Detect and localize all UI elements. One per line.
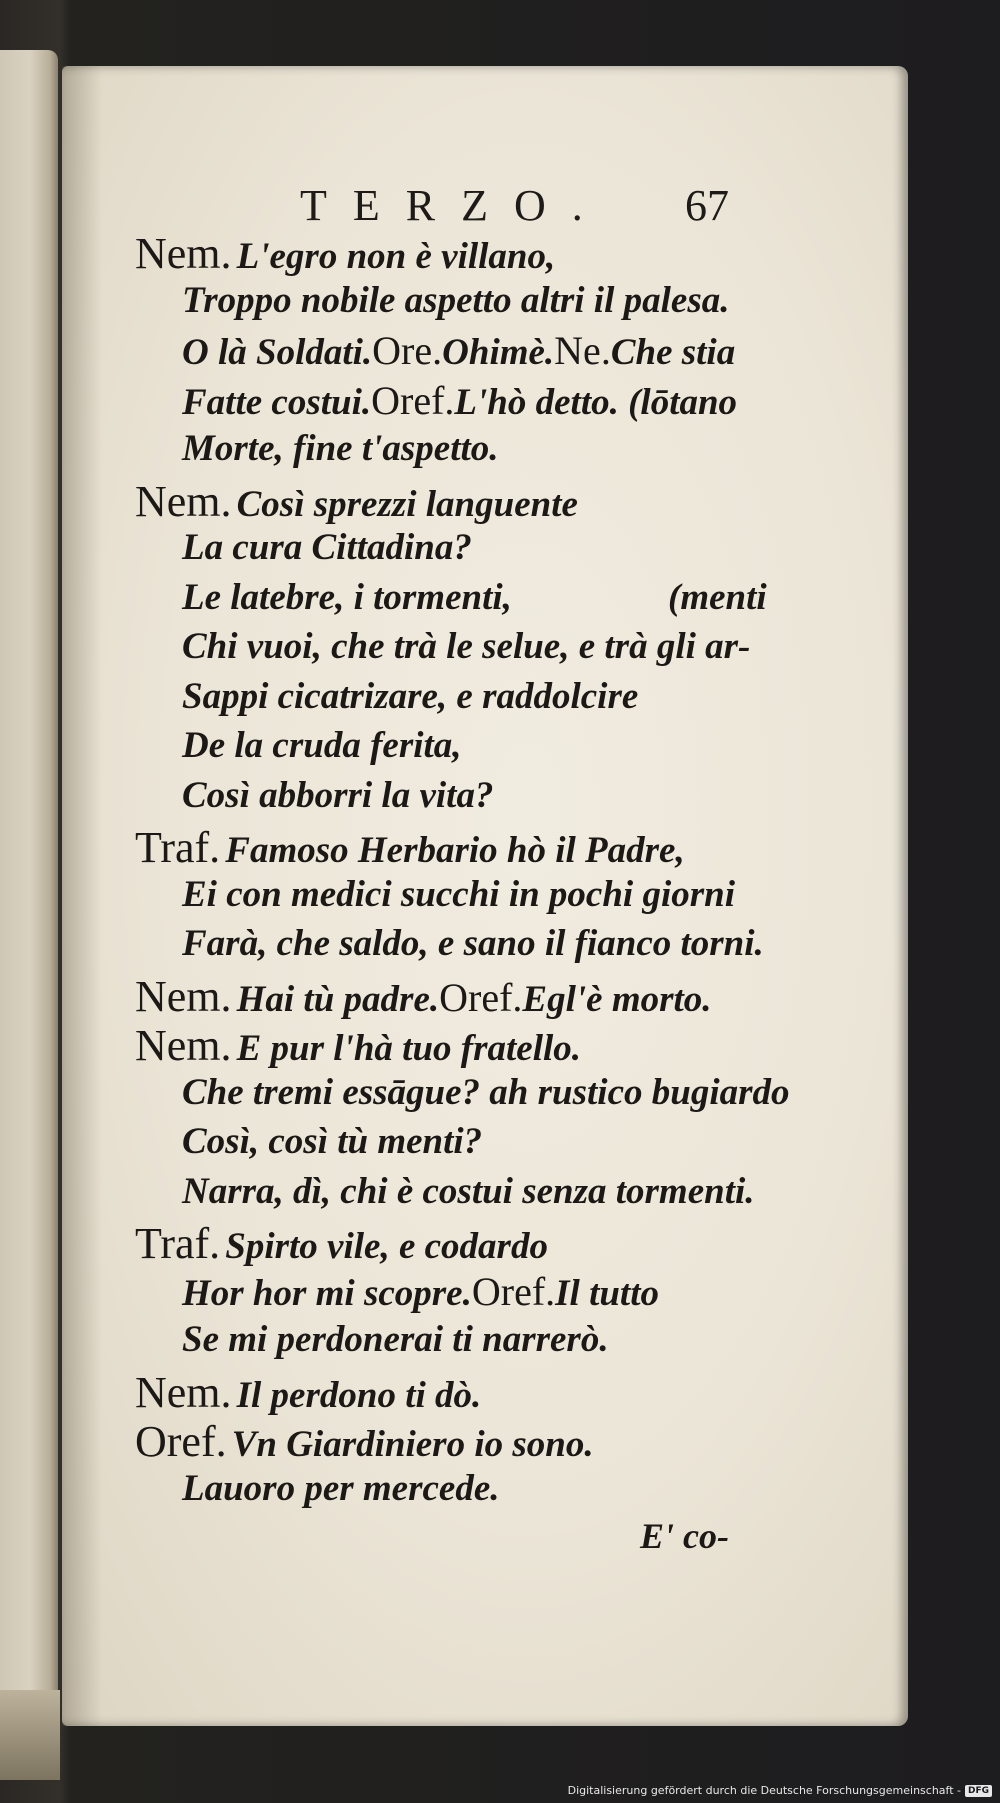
speaker-name: Nem. [135, 229, 232, 278]
verse-line [182, 579, 512, 616]
verse-text: Troppo nobile aspetto altri il palesa. [182, 280, 730, 321]
speaker-name: Nem. [135, 477, 232, 526]
verse-text: Egl'è morto. [522, 979, 712, 1020]
verse-line [182, 430, 499, 467]
dfg-logo-icon: DFG [965, 1785, 992, 1797]
speaker-name: Nem. [135, 1368, 232, 1417]
speaker-name: Oref. [371, 378, 455, 423]
verse-line [182, 777, 493, 814]
verse-text: Le latebre, i tormenti, [182, 577, 512, 618]
footer-credit-text: Digitalisierung gefördert durch die Deutsche Forschungsgemeinschaft - [567, 1784, 961, 1797]
verse-text: Narra, dì, chi è costui senza tormenti. [182, 1171, 755, 1212]
catchword: E' co- [640, 1516, 729, 1556]
verse-text: Il perdono ti dò. [236, 1375, 482, 1416]
gutter-shadow [62, 66, 102, 1726]
verse-line [182, 1074, 790, 1111]
verse-line [182, 727, 462, 764]
verse-line [182, 328, 736, 373]
verse-line [182, 1470, 500, 1507]
verse-line [135, 1368, 482, 1417]
verse-text: Così, così tù menti? [182, 1121, 483, 1162]
verse-line [182, 1321, 609, 1358]
verse-line [182, 925, 764, 962]
verse-text: Se mi perdonerai ti narrerò. [182, 1319, 609, 1360]
speaker-name: Traf. [135, 823, 221, 872]
verse-text: Famoso Herbario hò il Padre, [225, 830, 685, 871]
speaker-name: Nem. [135, 1021, 232, 1070]
verse-text: Così abborri la vita? [182, 775, 494, 816]
verse-line [182, 678, 638, 715]
verse-text: Ohimè. [442, 332, 555, 373]
verse-line [135, 972, 712, 1021]
verse-line [135, 229, 556, 278]
page-number: 67 [685, 181, 729, 230]
verse-line [182, 529, 472, 566]
verse-text: Lauoro per mercede. [182, 1468, 500, 1509]
verse-line [135, 1417, 594, 1466]
verse-text: Che stia [610, 332, 736, 373]
verse-text: Vn Giardiniero io sono. [231, 1424, 594, 1465]
verse-text: Fatte costui. [182, 382, 372, 423]
verse-line [182, 1173, 755, 1210]
speaker-name: Oref. [135, 1417, 227, 1466]
verse-text: Chi vuoi, che trà le selue, e trà gli ar- [182, 626, 751, 667]
footer-credit [568, 1784, 992, 1797]
speaker-name: Oref. [439, 975, 523, 1020]
verse-text: Hai tù padre. [236, 979, 440, 1020]
speaker-name: Ne. [554, 328, 611, 373]
verse-text: Che tremi essāgue? ah rustico bugiardo [182, 1072, 790, 1113]
verse-text: La cura Cittadina? [182, 527, 472, 568]
running-title: TERZO. [300, 181, 609, 230]
verse-line [182, 628, 750, 665]
verse-text: Farà, che saldo, e sano il fianco torni. [182, 923, 764, 964]
verse-text: L'hò detto. (lōtano [454, 382, 738, 423]
verse-text: Così sprezzi languente [236, 484, 578, 525]
turnover-text: (menti [668, 577, 767, 618]
speaker-name: Ore. [372, 328, 443, 373]
left-page-bottom-edge [0, 1690, 60, 1780]
verse-text: Il tutto [555, 1273, 659, 1314]
verse-line [135, 1219, 548, 1268]
verse-line [135, 1021, 582, 1070]
verse-text: Spirto vile, e codardo [225, 1226, 548, 1267]
verse-text: Ei con medici succhi in pochi giorni [182, 874, 735, 915]
verse-text: E pur l'hà tuo fratello. [236, 1028, 582, 1069]
verse-text: L'egro non è villano, [236, 236, 556, 277]
verse-line [182, 876, 735, 913]
verse-text: Hor hor mi scopre. [182, 1273, 472, 1314]
speaker-name: Nem. [135, 972, 232, 1021]
verse-text: O là Soldati. [182, 332, 373, 373]
verse-text: De la cruda ferita, [182, 725, 462, 766]
verse-line [182, 282, 729, 319]
verse-line [182, 378, 738, 423]
verse-line [135, 477, 578, 526]
left-page-edge [0, 50, 58, 1710]
verse-line [182, 1123, 482, 1160]
verse-line [182, 1269, 659, 1314]
verse-text: Morte, fine t'aspetto. [182, 428, 499, 469]
verse-line [135, 823, 685, 872]
speaker-name: Traf. [135, 1219, 221, 1268]
verse-text: Sappi cicatrizare, e raddolcire [182, 676, 639, 717]
speaker-name: Oref. [471, 1269, 556, 1314]
